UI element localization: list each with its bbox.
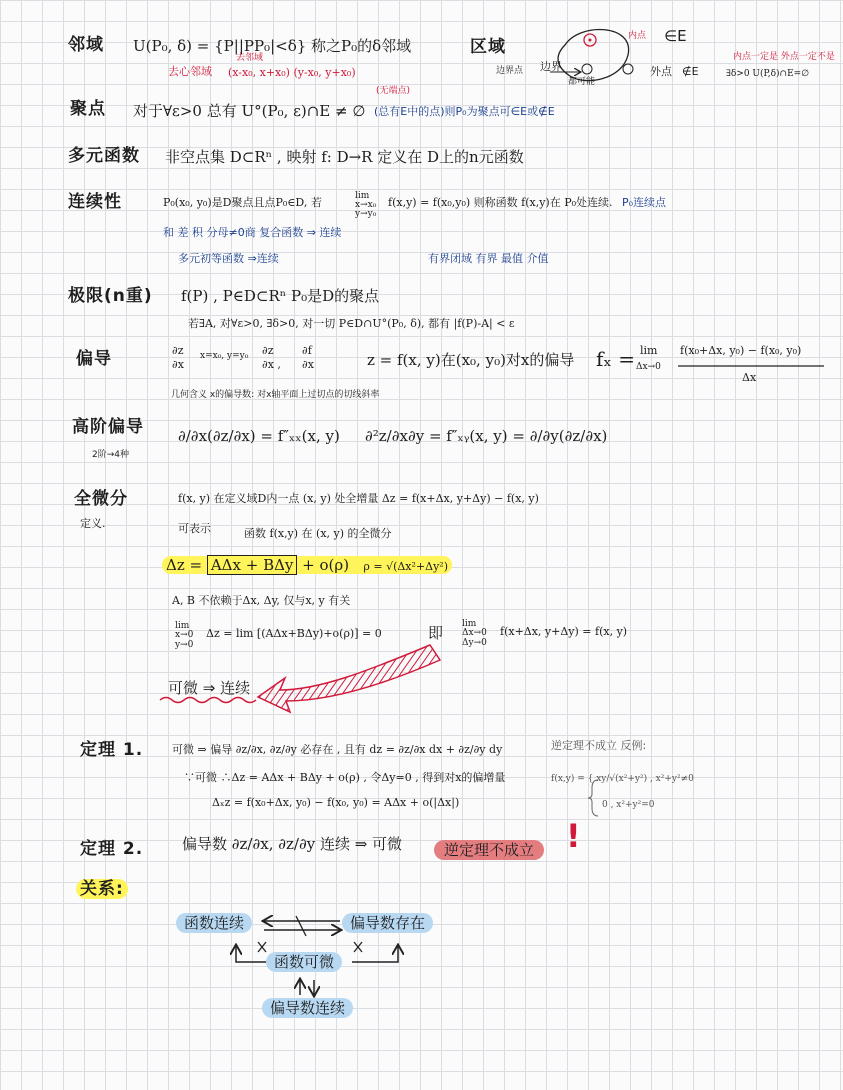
partial-at-point: x=x₀, y=y₀ bbox=[200, 351, 249, 361]
total-eq-left: Δz = bbox=[166, 556, 207, 574]
theorem2-line: 偏导数 ∂z/∂x, ∂z/∂y 连续 ⇒ 可微 bbox=[182, 835, 403, 853]
partial-lim-under: Δx→0 bbox=[636, 362, 661, 372]
node-differentiable-label: 函数可微 bbox=[266, 952, 342, 972]
node-partial-continuous-label: 偏导数连续 bbox=[262, 998, 353, 1018]
total-subtitle: 定义. bbox=[80, 517, 106, 530]
multivar-definition: 非空点集 D⊂Rⁿ , 映射 f: D→R 定义在 D上的n元函数 bbox=[165, 148, 524, 166]
open-neighborhood-note: 去邻域 bbox=[236, 53, 264, 63]
higher-eq2: ∂²z/∂x∂y = f″ₓᵧ(x, y) = ∂/∂y(∂z/∂x) bbox=[365, 427, 608, 445]
theorem2-converse bbox=[434, 842, 544, 859]
heading-accumulation: 聚点 bbox=[70, 99, 106, 119]
partial-denominator: Δx bbox=[742, 371, 757, 384]
node-partial-continuous bbox=[262, 1000, 353, 1017]
heading-continuity: 连续性 bbox=[68, 192, 122, 212]
partial-fx: fₓ = bbox=[596, 347, 635, 371]
heading-theorem2: 定理 2. bbox=[80, 839, 144, 859]
total-lim-right: f(x+Δx, y+Δy) = f(x, y) bbox=[500, 625, 628, 638]
heading-theorem1: 定理 1. bbox=[80, 740, 144, 760]
heading-limit: 极限(n重) bbox=[68, 286, 153, 306]
continuity-point-note: P₀连续点 bbox=[622, 196, 667, 209]
heading-partial: 偏导 bbox=[76, 349, 112, 369]
continuity-def-a: P₀(x₀, y₀)是D聚点且点P₀∈D, 若 bbox=[163, 196, 322, 209]
heading-total: 全微分 bbox=[74, 489, 128, 509]
total-line2: 函数 f(x,y) 在 (x, y) 的全微分 bbox=[244, 527, 392, 540]
boundary-point-label: 边界点 bbox=[496, 66, 524, 76]
accumulation-definition: 对于∀ε>0 总有 U°(P₀, ε)∩E ≠ ∅ bbox=[133, 102, 366, 120]
hatched-arrow bbox=[258, 645, 440, 712]
limit-line2: 若∃A, 对∀ε>0, ∃δ>0, 对一切 P∈D∩U°(P₀, δ), 都有 |f(P)-A| < ε bbox=[188, 317, 515, 330]
neighborhood-definition: U(P₀, δ) = {P||PP₀|<δ} 称之P₀的δ邻域 bbox=[133, 37, 412, 55]
higher-eq1: ∂/∂x(∂z/∂x) = f″ₓₓ(x, y) bbox=[178, 427, 340, 445]
theorem1-line3: Δₓz = f(x₀+Δx, y₀) − f(x₀, y₀) = AΔx + o(|Δx|) bbox=[212, 796, 460, 809]
total-ie: 即 bbox=[428, 624, 444, 642]
total-lim-left-under: lim x→0 y→0 bbox=[175, 621, 194, 650]
higher-subtitle: 2阶→4种 bbox=[92, 450, 129, 460]
boundary-label: 边界 bbox=[540, 60, 562, 73]
maybe-label: 都可能 bbox=[568, 77, 596, 87]
total-line1: f(x, y) 在定义域D内一点 (x, y) 处全增量 Δz = f(x+Δx, y+Δy) − f(x, y) bbox=[178, 492, 539, 505]
total-rho: ρ = √(Δx²+Δy²) bbox=[363, 560, 449, 573]
theorem1-line2: ∵可微 ∴Δz = AΔx + BΔy + o(ρ) , 令Δy=0 , 得到对x的偏增量 bbox=[184, 771, 506, 784]
total-lim-right-under: lim Δx→0 Δy→0 bbox=[462, 619, 487, 648]
partial-geometric-meaning: 几何含义 x的偏导数: 对x轴平面上过切点的切线斜率 bbox=[171, 390, 380, 400]
node-partial-exists bbox=[342, 915, 433, 932]
heading-relation-label: 关系: bbox=[76, 879, 128, 899]
continuity-lim: lim x→x₀ y→y₀ bbox=[355, 191, 377, 219]
limit-line1: f(P) , P∈D⊂Rⁿ P₀是D的聚点 bbox=[181, 287, 380, 305]
node-differentiable bbox=[266, 954, 342, 971]
partial-description: z = f(x, y)在(x₀, y₀)对x的偏导 bbox=[367, 351, 575, 369]
exterior-point-label: 外点 bbox=[650, 65, 672, 78]
partial-lim: lim bbox=[640, 344, 658, 357]
no-endpoints-note: (无端点) bbox=[376, 86, 411, 96]
boundary-point-circle bbox=[582, 64, 592, 74]
total-eq-box: AΔx + BΔy bbox=[207, 555, 298, 575]
total-eq-right: + o(ρ) bbox=[297, 556, 350, 574]
total-independence: A, B 不依赖于Δx, Δy, 仅与x, y 有关 bbox=[172, 594, 351, 607]
heading-multivar: 多元函数 bbox=[68, 146, 140, 166]
counterexample-line2: 0 , x²+y²=0 bbox=[602, 800, 655, 810]
exterior-not-in-e: ∉E bbox=[682, 65, 699, 78]
partial-notation: ∂z ∂x bbox=[172, 344, 184, 372]
deleted-neighborhood-def: (x-x₀, x+x₀) (y-x₀, y+x₀) bbox=[228, 66, 356, 79]
counterexample-line1: f(x,y) = { xy/√(x²+y²) , x²+y²≠0 bbox=[551, 774, 694, 784]
continuity-def-b: f(x,y) = f(x₀,y₀) 则称函数 f(x,y)在 P₀处连续. bbox=[388, 196, 613, 209]
exterior-point-circle bbox=[623, 64, 633, 74]
node-partial-exists-label: 偏导数存在 bbox=[342, 913, 433, 933]
region-blob bbox=[558, 29, 629, 80]
region-note: 内点一定是 外点一定不是 bbox=[733, 52, 835, 62]
interior-in-e: ∈E bbox=[664, 27, 687, 45]
total-implication: 可微 ⇒ 连续 bbox=[168, 679, 251, 697]
total-lim-left: Δz = lim [(AΔx+BΔy)+o(ρ)] = 0 bbox=[206, 627, 382, 640]
total-can-express: 可表示 bbox=[178, 522, 211, 535]
total-differential-eq bbox=[162, 557, 452, 574]
node-function-continuous bbox=[176, 915, 252, 932]
heading-region: 区域 bbox=[470, 37, 506, 57]
heading-higher: 高阶偏导 bbox=[72, 417, 144, 437]
continuity-operations: 和 差 积 分母≠0商 复合函数 ⇒ 连续 bbox=[163, 226, 342, 239]
theorem1-converse: 逆定理不成立 反例: bbox=[551, 739, 647, 752]
heading-relation bbox=[76, 880, 128, 900]
interior-point-label: 内点 bbox=[628, 31, 647, 41]
closed-region-props: 有界闭域 有界 最值 介值 bbox=[428, 252, 549, 265]
deleted-neighborhood-label: 去心邻域 bbox=[168, 65, 212, 78]
heading-neighborhood: 邻域 bbox=[68, 35, 104, 55]
partial-numerator: f(x₀+Δx, y₀) − f(x₀, y₀) bbox=[680, 344, 802, 357]
partial-notation-df: ∂f ∂x bbox=[302, 344, 314, 372]
partial-notation-dz: ∂z ∂x , bbox=[262, 344, 281, 372]
theorem1-line1: 可微 ⇒ 偏导 ∂z/∂x, ∂z/∂y 必存在 , 且有 dz = ∂z/∂x dx + ∂z/∂y dy bbox=[172, 743, 503, 756]
elementary-functions: 多元初等函数 ⇒连续 bbox=[178, 252, 279, 265]
accumulation-note: (总有E中的点)则P₀为聚点可∈E或∉E bbox=[374, 105, 555, 118]
region-exists: ∃δ>0 U(P,δ)∩E=∅ bbox=[726, 69, 810, 79]
exclamation-icon: ! bbox=[566, 817, 581, 855]
node-function-continuous-label: 函数连续 bbox=[176, 913, 252, 933]
theorem2-converse-label: 逆定理不成立 bbox=[434, 840, 544, 860]
